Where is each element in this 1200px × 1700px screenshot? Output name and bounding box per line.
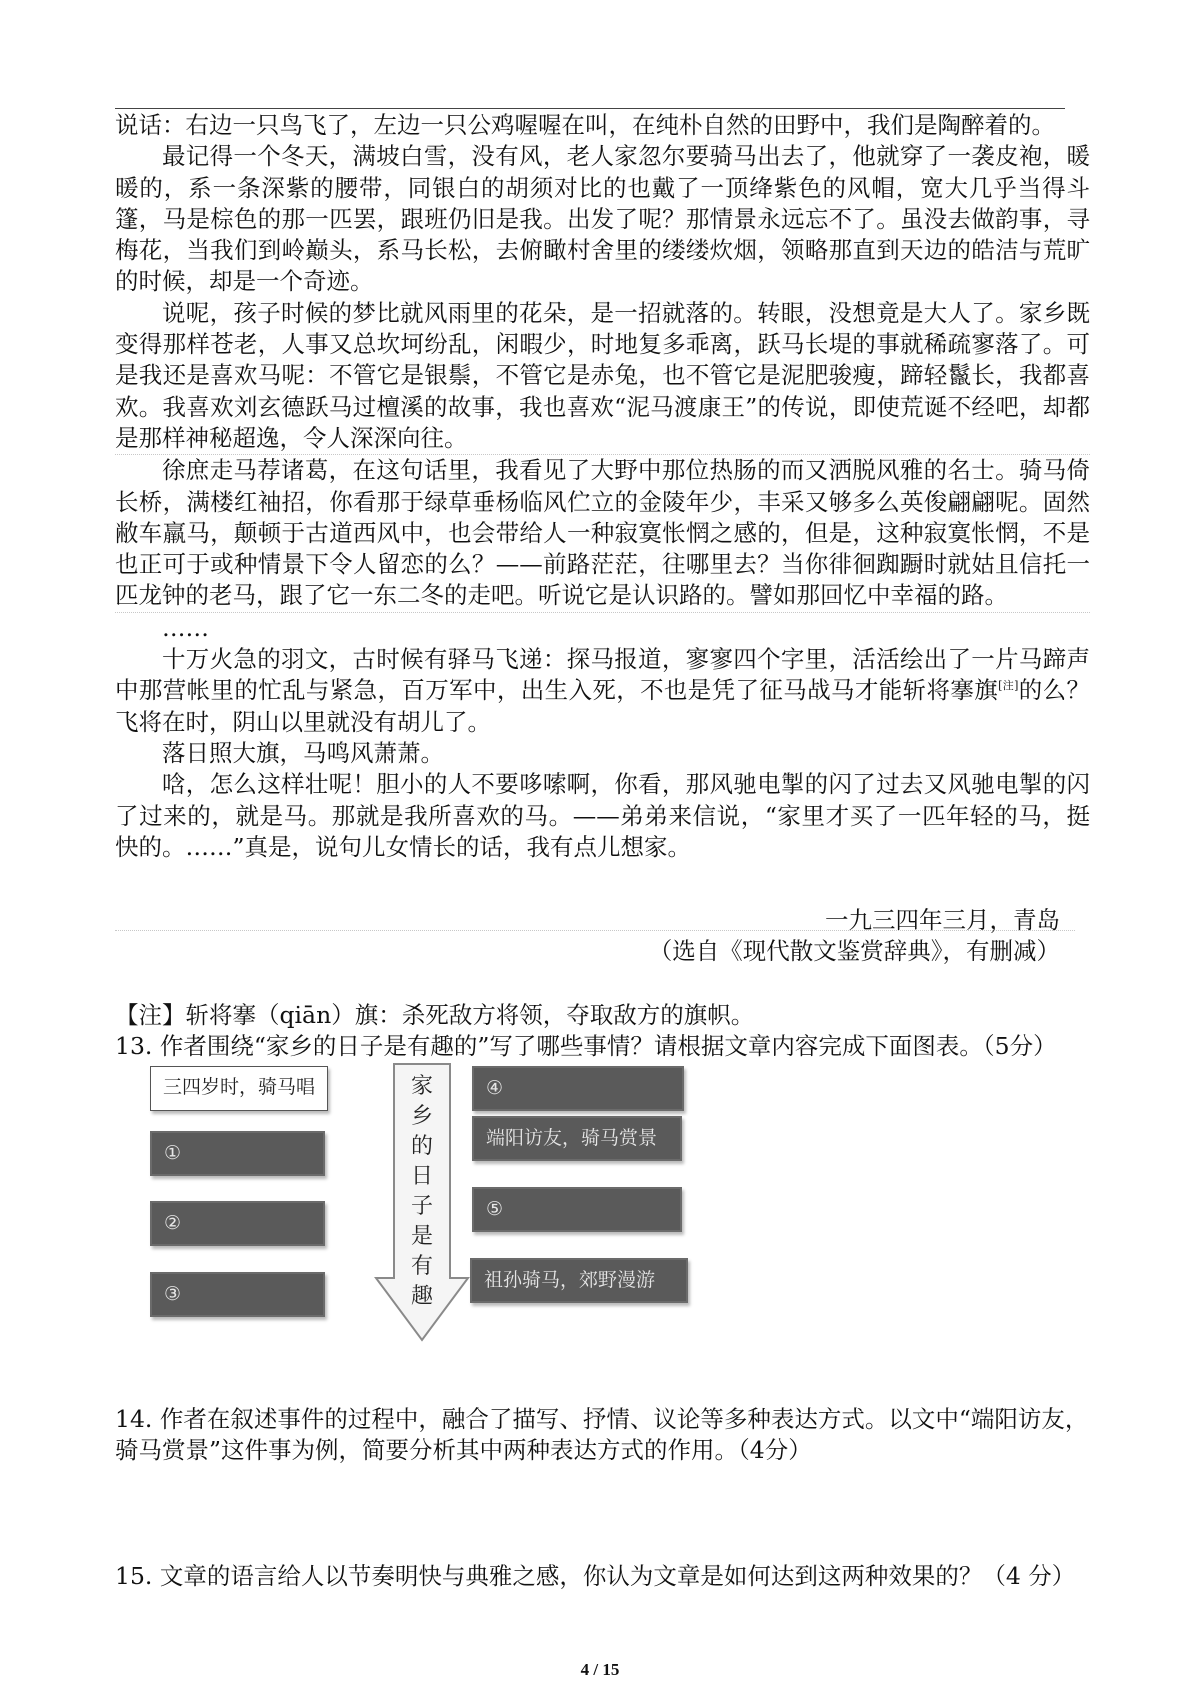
poem-line: 落日照大旗，马鸣风萧萧。 <box>162 738 444 767</box>
left-box-1: 三四岁时，骑马唱 <box>150 1066 328 1111</box>
paragraph-text: 十万火急的羽文，古时候有驿马飞递：探马报道，寥寥四个字里，活活绘出了一片马蹄声中那营帐里的忙乱与紧急，百万军中，出生入死，不也是凭了征马战马才能斩将搴旗 <box>115 645 1090 705</box>
left-box-4: ③ <box>150 1272 325 1317</box>
arrow-char: 子 <box>410 1194 433 1219</box>
question-15 <box>115 1561 1095 1592</box>
left-box-3: ② <box>150 1201 325 1246</box>
top-rule <box>115 108 1065 109</box>
paragraph: 徐庶走马荐诸葛，在这句话里，我看见了大野中那位热肠的而又洒脱风雅的名士。骑马倚长桥，满楼红袖招，你看那于绿草垂杨临风伫立的金陵年少，丰采又够多么英俊翩翩呢。固然敝车羸马，颠顿于古道西风中，也会带给人一种寂寞怅惘之感的，但是，这种寂寞怅惘，不是也正可于或种情景下令人留恋的么？——前路茫茫，往哪里去？当你徘徊踟蹰时就姑且信托一匹龙钟的老马，跟了它一东二冬的走吧。听说它是认识路的。譬如那回忆中幸福的路。 <box>115 455 1090 612</box>
arrow-char: 的 <box>410 1134 433 1159</box>
question-15-text: 15. 文章的语言给人以节奏明快与典雅之感，你认为文章是如何达到这两种效果的？（4 分） <box>115 1562 1076 1590</box>
right-box-4: 祖孙骑马，郊野漫游 <box>470 1258 688 1303</box>
paragraph: 说呢，孩子时候的梦比就风雨里的花朵，是一招就落的。转眼，没想竟是大人了。家乡既变得那样苍老，人事又总坎坷纷乱，闲暇少，时地复多乖离，跃马长堤的事就稀疏寥落了。可是我还是喜欢马呢：不管它是银鬃，不管它是赤兔，也不管它是泥肥骏瘦，蹄轻鬣长，我都喜欢。我喜欢刘玄德跃马过檀溪的故事，我也喜欢“泥马渡康王”的传说，即使荒诞不经吧，却都是那样神秘超逸，令人深深向往。 <box>115 298 1090 455</box>
paragraph: 唅，怎么这样壮呢！胆小的人不要哆嗦啊，你看，那风驰电掣的闪了过去又风驰电掣的闪了过来的，就是马。那就是我所喜欢的马。——弟弟来信说，“家里才买了一匹年轻的马，挺快的。……”真是，说句儿女情长的话，我有点儿想家。 <box>115 770 1090 861</box>
article-body <box>115 110 1090 863</box>
page-number: 4 / 15 <box>580 1660 620 1679</box>
date-place: 一九三四年三月，青岛 <box>825 906 1060 934</box>
paragraph-text-cont: 的么？飞将在时，阴山以里就没有胡儿了。 <box>115 676 1091 736</box>
source-line: （选自《现代散文鉴赏辞典》，有删减） <box>648 937 1060 965</box>
question-14 <box>115 1404 1095 1467</box>
footnote-marker: [注] <box>998 679 1019 693</box>
arrow-char: 有 <box>410 1254 433 1279</box>
arrow-char: 趣 <box>410 1284 433 1309</box>
left-box-2: ① <box>150 1131 325 1176</box>
right-box-2: 端阳访友，骑马赏景 <box>472 1116 682 1161</box>
right-box-3: ⑤ <box>472 1187 682 1232</box>
arrow-char: 乡 <box>410 1104 433 1129</box>
arrow-label <box>390 1072 454 1312</box>
question-13: 13. 作者围绕“家乡的日子是有趣的”写了哪些事情？请根据文章内容完成下面图表。（5分） <box>115 1032 1057 1060</box>
dotted-separator <box>115 930 1075 931</box>
signature <box>649 905 1060 967</box>
arrow-char: 是 <box>410 1224 433 1249</box>
question-14-text: 14. 作者在叙述事件的过程中，融合了描写、抒情、议论等多种表达方式。以文中“端阳访友，骑马赏景”这件事为例，简要分析其中两种表达方式的作用。（4分） <box>115 1405 1089 1465</box>
arrow-char: 家 <box>410 1074 433 1099</box>
paragraph <box>115 644 1090 738</box>
ellipsis-line: …… <box>162 613 209 642</box>
right-box-1: ④ <box>472 1066 684 1111</box>
annotation: 【注】斩将搴（qiān）旗：杀死敌方将领，夺取敌方的旗帜。 <box>115 1001 755 1029</box>
paragraph: 最记得一个冬天，满坡白雪，没有风，老人家忽尔要骑马出去了，他就穿了一袭皮袍，暖暖的，系一条深紫的腰带，同银白的胡须对比的也戴了一顶绛紫色的风帽，宽大几乎当得斗篷，马是棕色的那一匹罢，跟班仍旧是我。出发了呢？那情景永远忘不了。虽没去做韵事，寻梅花，当我们到岭巅头，系马长松，去俯瞰村舍里的缕缕炊烟，领略那直到天边的皓洁与荒旷的时候，却是一个奇迹。 <box>115 142 1090 296</box>
arrow-char: 日 <box>410 1164 433 1189</box>
q13-diagram <box>150 1062 695 1342</box>
paragraph: 说话：右边一只鸟飞了，左边一只公鸡喔喔在叫，在纯朴自然的田野中，我们是陶醉着的。 <box>115 111 1055 139</box>
note-block <box>115 1000 1095 1062</box>
